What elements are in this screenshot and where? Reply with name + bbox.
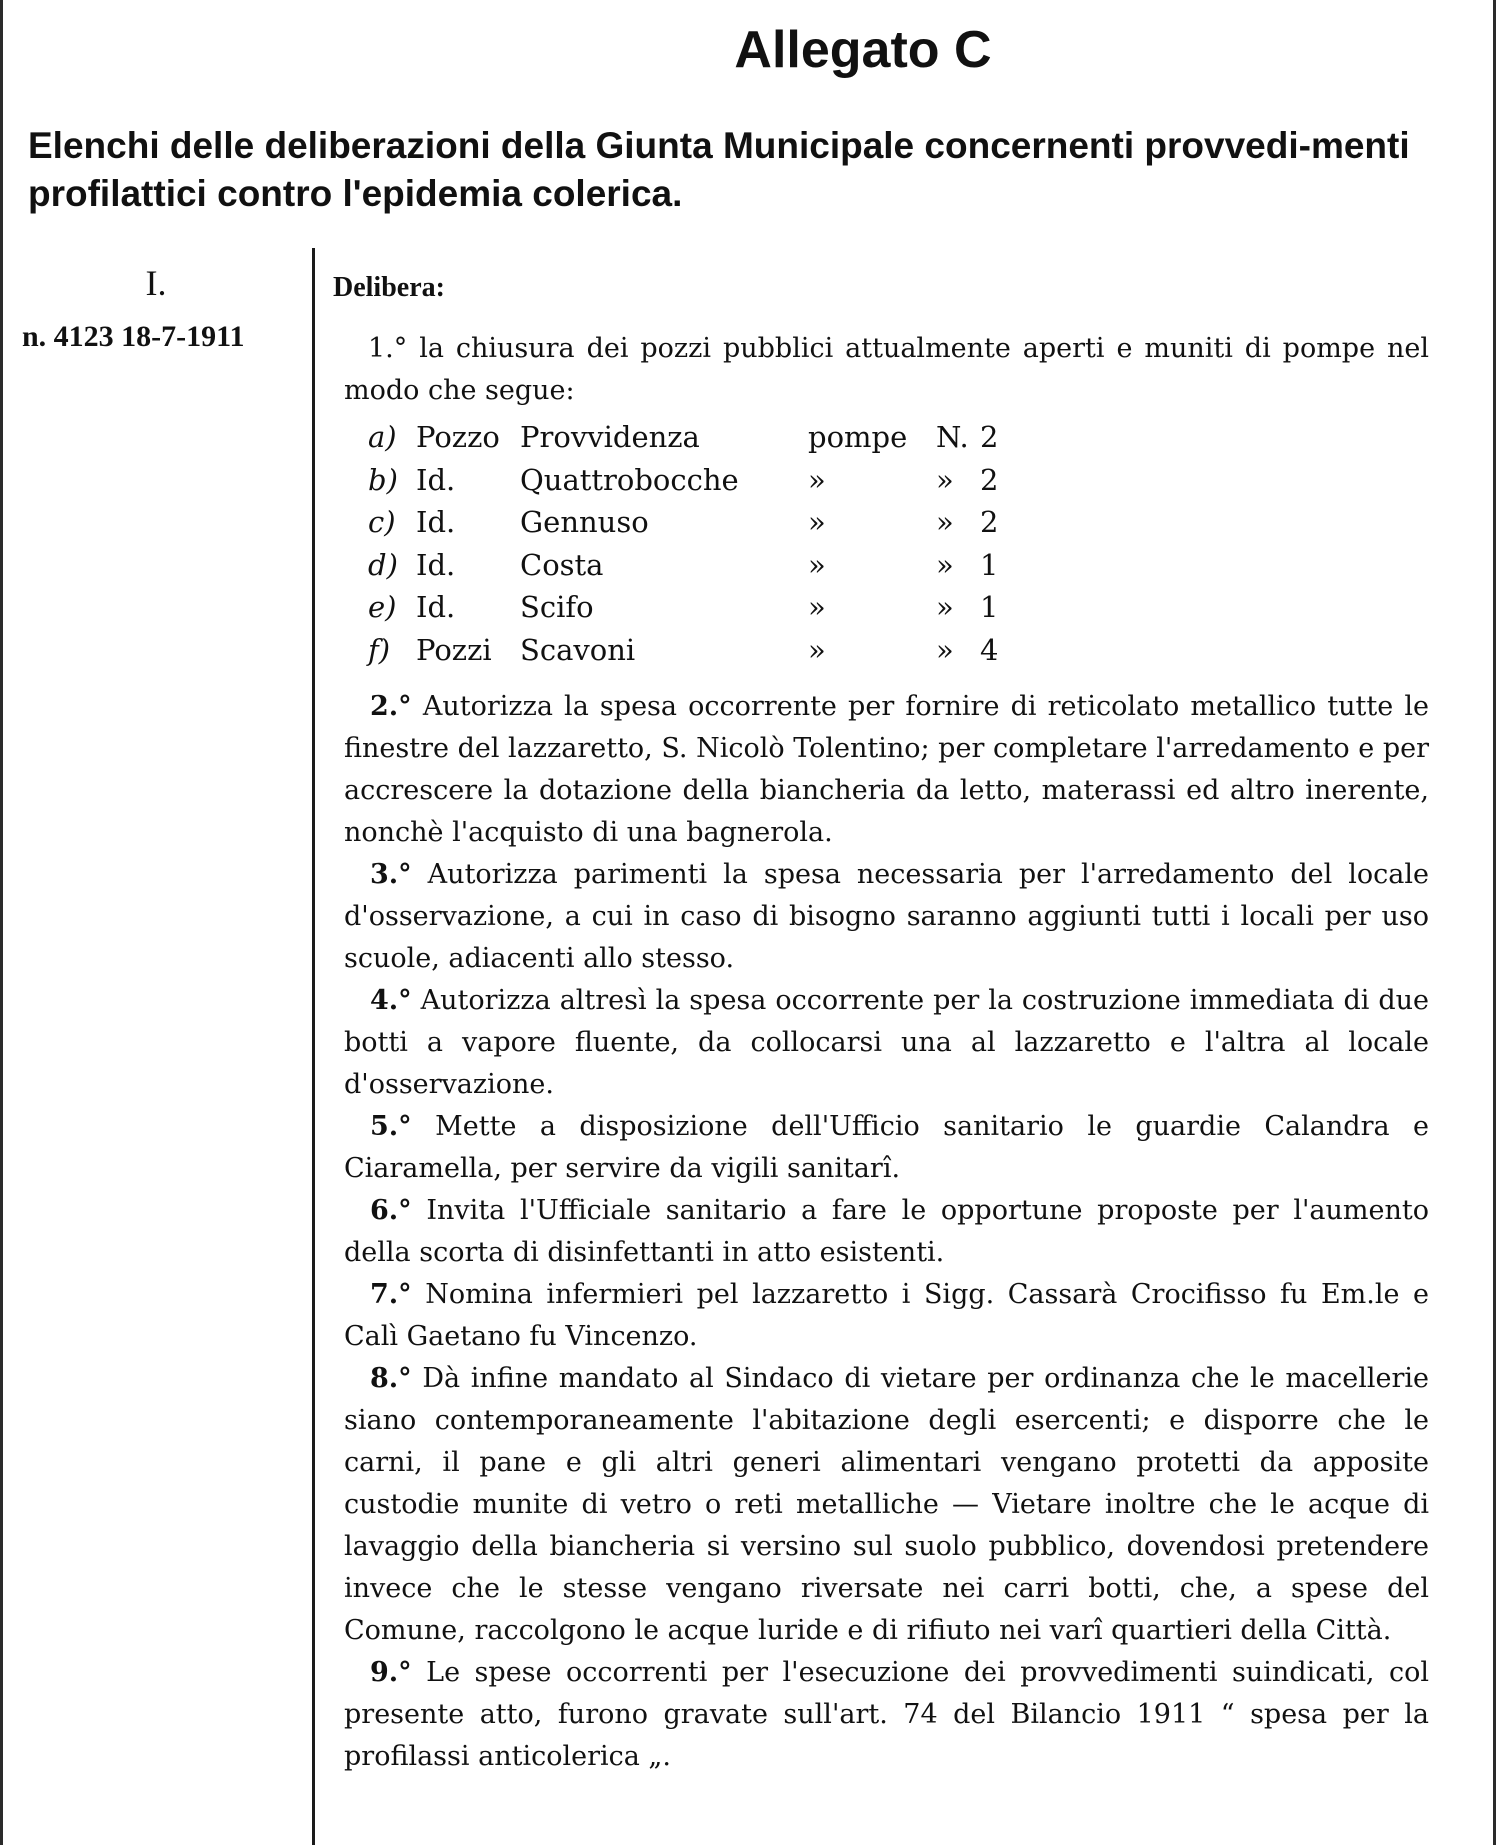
item-text: la chiusura dei pozzi pubblici attualmente aperti e muniti di pompe nel modo che segue: bbox=[344, 333, 1429, 406]
item-text: Invita l'Ufficiale sanitario a fare le opportune proposte per l'aumento della scorta di disinfettanti in atto esistenti. bbox=[344, 1195, 1429, 1268]
item-8 bbox=[344, 1358, 1429, 1652]
well-unit: » bbox=[808, 505, 826, 540]
record-roman-numeral: I. bbox=[145, 263, 167, 303]
well-row bbox=[368, 548, 1008, 591]
item-text: Autorizza altresì la spesa occorrente per la costruzione immediata di due botti a vapore fluente, da collocarsi una al lazzaretto e l'altra al locale d'osservazione. bbox=[344, 985, 1429, 1100]
well-mark: » bbox=[936, 632, 954, 667]
well-count: 2 bbox=[980, 420, 999, 454]
deliberation-items bbox=[344, 686, 1429, 1778]
item-number: 5.° bbox=[370, 1111, 412, 1142]
well-unit: pompe bbox=[808, 420, 908, 454]
item-number: 6.° bbox=[370, 1195, 412, 1226]
item-number: 1.° bbox=[368, 333, 408, 364]
well-row bbox=[368, 463, 1008, 506]
item-4 bbox=[344, 980, 1429, 1106]
well-letter: a) bbox=[368, 420, 397, 454]
well-mark: » bbox=[936, 590, 954, 625]
item-text: Mette a disposizione dell'Ufficio sanitario le guardie Calandra e Ciaramella, per servire da vigili sanitarî. bbox=[344, 1111, 1429, 1184]
well-prefix: Pozzo bbox=[416, 420, 500, 454]
well-letter: f) bbox=[368, 632, 391, 667]
wells-list bbox=[368, 420, 1008, 676]
well-name: Costa bbox=[520, 547, 604, 582]
well-row bbox=[368, 590, 1008, 633]
delibera-label: Delibera: bbox=[333, 272, 445, 303]
well-letter: b) bbox=[368, 462, 398, 497]
document-subtitle: Elenchi delle deliberazioni della Giunta Municipale concernenti provvedi-menti profilattici contro l'epidemia colerica. bbox=[28, 125, 1410, 214]
item-7 bbox=[344, 1274, 1429, 1358]
well-unit: » bbox=[808, 632, 826, 667]
item-3 bbox=[344, 854, 1429, 980]
well-prefix: Id. bbox=[416, 547, 456, 582]
column-divider bbox=[312, 248, 315, 1845]
well-prefix: Id. bbox=[416, 462, 456, 497]
well-letter: c) bbox=[368, 505, 396, 540]
well-count: 1 bbox=[980, 547, 999, 582]
item-number: 3.° bbox=[370, 859, 412, 890]
well-mark: N. bbox=[936, 420, 969, 454]
well-mark: » bbox=[936, 462, 954, 497]
item-text: Dà infine mandato al Sindaco di vietare per ordinanza che le macellerie siano contemporaneamente l'abitazione degli esercenti; e disporre che le carni, il pane e gli altri generi alimentari vengano protetti da apposite custodie munite di vetro o reti metalliche — Vietare inoltre che le acque di lavaggio della biancheria si versino sul suolo pubblico, dovendosi pretendere invece che le stesse vengano riversate nei carri botti, che, a spese del Comune, raccolgono le acque luride e di rifiuto nei varî quartieri della Città. bbox=[344, 1363, 1429, 1646]
item-9 bbox=[344, 1652, 1429, 1778]
well-count: 2 bbox=[980, 462, 999, 497]
well-name: Gennuso bbox=[520, 505, 649, 540]
well-name: Scifo bbox=[520, 590, 594, 625]
well-name: Scavoni bbox=[520, 632, 636, 667]
well-unit: » bbox=[808, 590, 826, 625]
well-count: 2 bbox=[980, 505, 999, 540]
item-number: 7.° bbox=[370, 1279, 412, 1310]
well-mark: » bbox=[936, 505, 954, 540]
well-prefix: Pozzi bbox=[416, 632, 492, 667]
well-row bbox=[368, 420, 1008, 463]
well-prefix: Id. bbox=[416, 590, 456, 625]
item-1 bbox=[344, 328, 1429, 412]
well-letter: e) bbox=[368, 590, 397, 625]
well-unit: » bbox=[808, 547, 826, 582]
item-number: 8.° bbox=[370, 1363, 412, 1394]
well-prefix: Id. bbox=[416, 505, 456, 540]
well-row bbox=[368, 505, 1008, 548]
well-mark: » bbox=[936, 547, 954, 582]
item-text: Le spese occorrenti per l'esecuzione dei provvedimenti suindicati, col presente atto, furono gravate sull'art. 74 del Bilancio 1911 “ spesa per la profilassi anticolerica „. bbox=[344, 1657, 1429, 1772]
item-number: 2.° bbox=[370, 691, 412, 722]
well-unit: » bbox=[808, 462, 826, 497]
item-5 bbox=[344, 1106, 1429, 1190]
item-2 bbox=[344, 686, 1429, 854]
well-row bbox=[368, 633, 1008, 676]
item-text: Autorizza parimenti la spesa necessaria per l'arredamento del locale d'osservazione, a cui in caso di bisogno saranno aggiunti tutti i locali per uso scuole, adiacenti allo stesso. bbox=[344, 859, 1429, 974]
well-count: 4 bbox=[980, 632, 999, 667]
well-count: 1 bbox=[980, 590, 999, 625]
item-text: Nomina infermieri pel lazzaretto i Sigg. Cassarà Crocifisso fu Em.le e Calì Gaetano fu Vincenzo. bbox=[344, 1279, 1429, 1352]
record-reference: n. 4123 18-7-1911 bbox=[22, 320, 245, 353]
document-title: Allegato C bbox=[734, 21, 992, 79]
well-letter: d) bbox=[368, 547, 398, 582]
record-reference-column bbox=[0, 262, 312, 353]
well-name: Quattrobocche bbox=[520, 462, 739, 497]
well-name: Provvidenza bbox=[520, 420, 700, 454]
item-text: Autorizza la spesa occorrente per fornire di reticolato metallico tutte le finestre del lazzaretto, S. Nicolò Tolentino; per completare l'arredamento e per accrescere la dotazione della biancheria da letto, materassi ed altro inerente, nonchè l'acquisto di una bagnerola. bbox=[344, 691, 1429, 848]
item-number: 9.° bbox=[370, 1657, 412, 1688]
item-number: 4.° bbox=[370, 985, 412, 1016]
item-6 bbox=[344, 1190, 1429, 1274]
